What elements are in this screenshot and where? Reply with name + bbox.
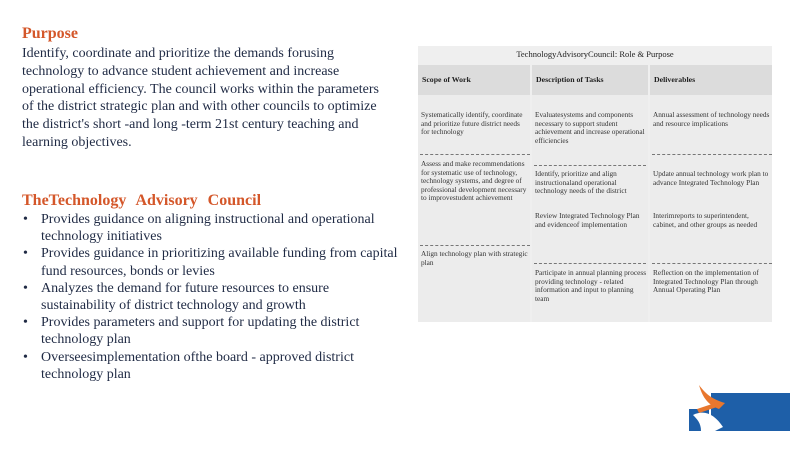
deliverable-cell: Update annual technology work plan to advance Integrated Technology Plan — [653, 169, 769, 187]
tasks-column — [532, 95, 648, 322]
council-heading: TheTechnology Advisory Council — [22, 192, 262, 209]
row-divider — [534, 263, 646, 264]
purpose-text: Identify, coordinate and prioritize the demands forusing technology to advance student achievement and increase operational efficiency. The council works within the parameters of the district strategic plan and with other councils to optimize the district's short -and long -term 21st century teaching and learning objectives. — [22, 46, 379, 150]
row-divider — [534, 165, 646, 166]
column-header-scope: Scope of Work — [418, 65, 530, 95]
column-header-deliverables: Deliverables — [650, 65, 772, 95]
council-bullet-list — [22, 211, 400, 383]
deliverable-cell: Reflection on the implementation of Integrated Technology Plan through Annual Operating Plan — [653, 268, 759, 295]
deliverables-column — [650, 95, 772, 322]
deliverable-cell: Annual assessment of technology needs and resource implications — [653, 110, 770, 128]
purpose-heading: Purpose — [22, 25, 78, 42]
row-divider — [652, 154, 772, 155]
council-bullet: • Provides guidance on aligning instructional and operational technology initiatives — [22, 211, 400, 245]
scope-column — [418, 95, 530, 322]
column-header-description: Description of Tasks — [532, 65, 648, 95]
logo-blue-block — [711, 393, 790, 431]
task-cell: Identify, prioritize and align instructionaland operational technology needs of the district — [535, 169, 627, 196]
council-bullet: • Provides guidance in prioritizing available funding from capital fund resources, bonds or levies — [22, 245, 400, 279]
table-title: TechnologyAdvisoryCouncil: Role & Purpose — [516, 49, 674, 59]
task-cell: Participate in annual planning process providing technology - related information and input to planning team — [535, 268, 647, 303]
scope-cell: Align technology plan with strategic plan — [421, 249, 528, 267]
row-divider — [420, 245, 530, 246]
task-cell: Evaluatesystems and components necessary to support student achievement and increase operational efficiencies — [535, 110, 645, 145]
district-logo-icon — [681, 385, 790, 431]
council-bullet: • Provides parameters and support for updating the district technology plan — [22, 314, 400, 348]
row-divider — [652, 263, 772, 264]
role-purpose-table — [418, 46, 772, 322]
council-bullet: • Overseesimplementation ofthe board - approved district technology plan — [22, 349, 400, 383]
deliverable-cell: Interimreports to superintendent, cabinet, and other groups as needed — [653, 211, 758, 229]
council-bullet: • Analyzes the demand for future resources to ensure sustainability of district technology and growth — [22, 280, 400, 314]
scope-cell: Assess and make recommendations for systematic use of technology, technology systems, and degree of professional development necessary to improvestudent achievement — [421, 159, 527, 203]
task-cell: Review Integrated Technology Plan and evidenceof implementation — [535, 211, 640, 229]
row-divider — [420, 154, 530, 155]
scope-cell: Systematically identify, coordinate and prioritize future district needs for technology — [421, 110, 523, 137]
